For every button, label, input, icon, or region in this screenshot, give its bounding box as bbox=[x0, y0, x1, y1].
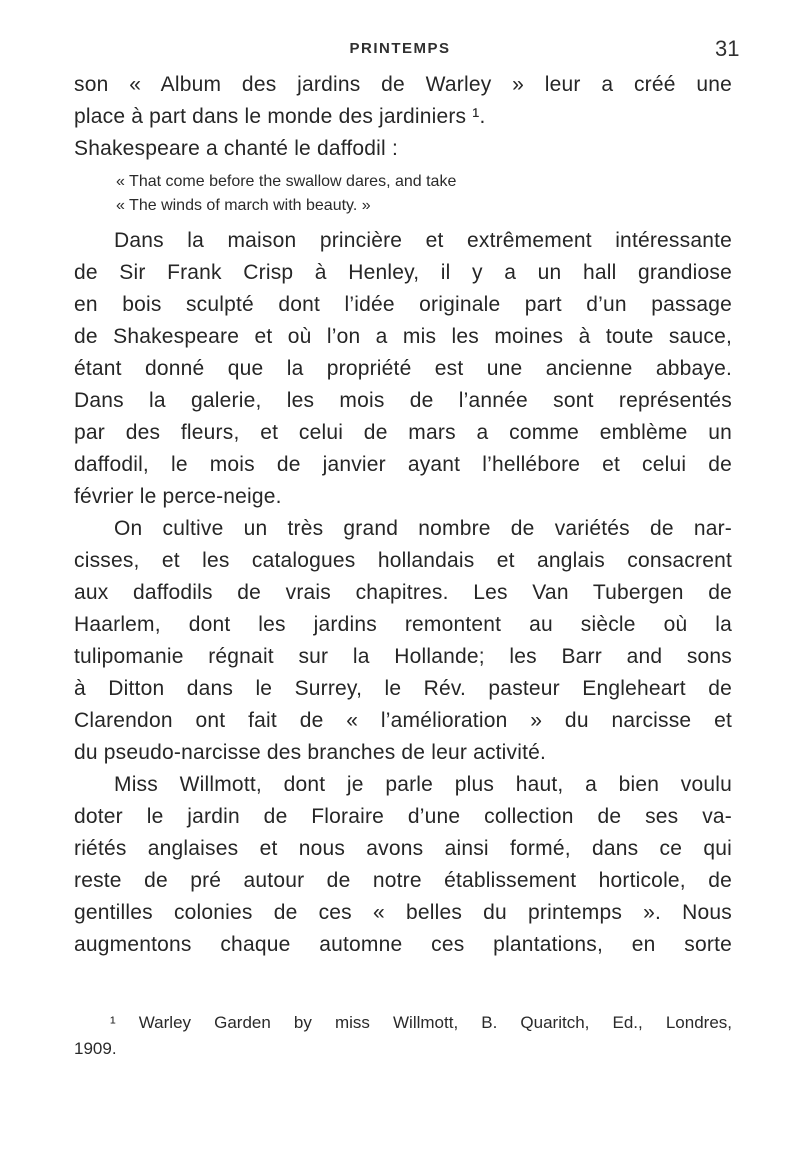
text-line: Miss Willmott, dont je parle plus haut, a bien voulu bbox=[114, 773, 732, 796]
page-number: 31 bbox=[715, 36, 740, 61]
main-text bbox=[74, 225, 732, 961]
text-line: augmentons chaque automne ces plantations, en sorte bbox=[74, 933, 732, 956]
text-line: reste de pré autour de notre établissement horticole, de bbox=[74, 869, 732, 892]
text-line: de Sir Frank Crisp à Henley, il y a un hall grandiose bbox=[74, 261, 732, 284]
text-line: en bois sculpté dont l’idée originale part d’un passage bbox=[74, 293, 732, 316]
quotation-line: « The winds of march with beauty. » bbox=[116, 197, 371, 214]
text-line: Haarlem, dont les jardins remontent au siècle où la bbox=[74, 613, 732, 636]
text-line: par des fleurs, et celui de mars a comme emblème un bbox=[74, 421, 732, 444]
text-line: On cultive un très grand nombre de variétés de nar- bbox=[114, 517, 732, 540]
text-line: aux daffodils de vrais chapitres. Les Van Tubergen de bbox=[74, 581, 732, 604]
opening-paragraph bbox=[74, 69, 732, 165]
running-header bbox=[0, 36, 800, 60]
text-line: place à part dans le monde des jardiniers ¹. bbox=[74, 105, 486, 128]
text-line: du pseudo-narcisse des branches de leur activité. bbox=[74, 741, 547, 764]
text-line: gentilles colonies de ces « belles du printemps ». Nous bbox=[74, 901, 732, 924]
text-line: Clarendon ont fait de « l’amélioration » du narcisse et bbox=[74, 709, 732, 732]
footnote bbox=[74, 1010, 732, 1062]
text-line: Shakespeare a chanté le daffodil : bbox=[74, 137, 398, 160]
shakespeare-quotation bbox=[116, 170, 756, 218]
text-line: son « Album des jardins de Warley » leur a créé une bbox=[74, 73, 732, 96]
text-line: doter le jardin de Floraire d’une collection de ses va- bbox=[74, 805, 732, 828]
text-line: tulipomanie régnait sur la Hollande; les Barr and sons bbox=[74, 645, 732, 668]
footnote-line: 1909. bbox=[74, 1039, 117, 1058]
text-line: riétés anglaises et nous avons ainsi formé, dans ce qui bbox=[74, 837, 732, 860]
footnote-line: ¹ Warley Garden by miss Willmott, B. Quaritch, Ed., Londres, bbox=[110, 1013, 732, 1032]
quotation-line: « That come before the swallow dares, and take bbox=[116, 173, 457, 190]
text-line: étant donné que la propriété est une ancienne abbaye. bbox=[74, 357, 732, 380]
text-line: Dans la maison princière et extrêmement intéressante bbox=[114, 229, 732, 252]
text-line: février le perce-neige. bbox=[74, 485, 282, 508]
text-line: de Shakespeare et où l’on a mis les moines à toute sauce, bbox=[74, 325, 732, 348]
running-title: PRINTEMPS bbox=[349, 40, 451, 57]
text-line: Dans la galerie, les mois de l’année sont représentés bbox=[74, 389, 732, 412]
text-line: cisses, et les catalogues hollandais et anglais consacrent bbox=[74, 549, 732, 572]
text-line: à Ditton dans le Surrey, le Rév. pasteur Engleheart de bbox=[74, 677, 732, 700]
text-line: daffodil, le mois de janvier ayant l’hellébore et celui de bbox=[74, 453, 732, 476]
